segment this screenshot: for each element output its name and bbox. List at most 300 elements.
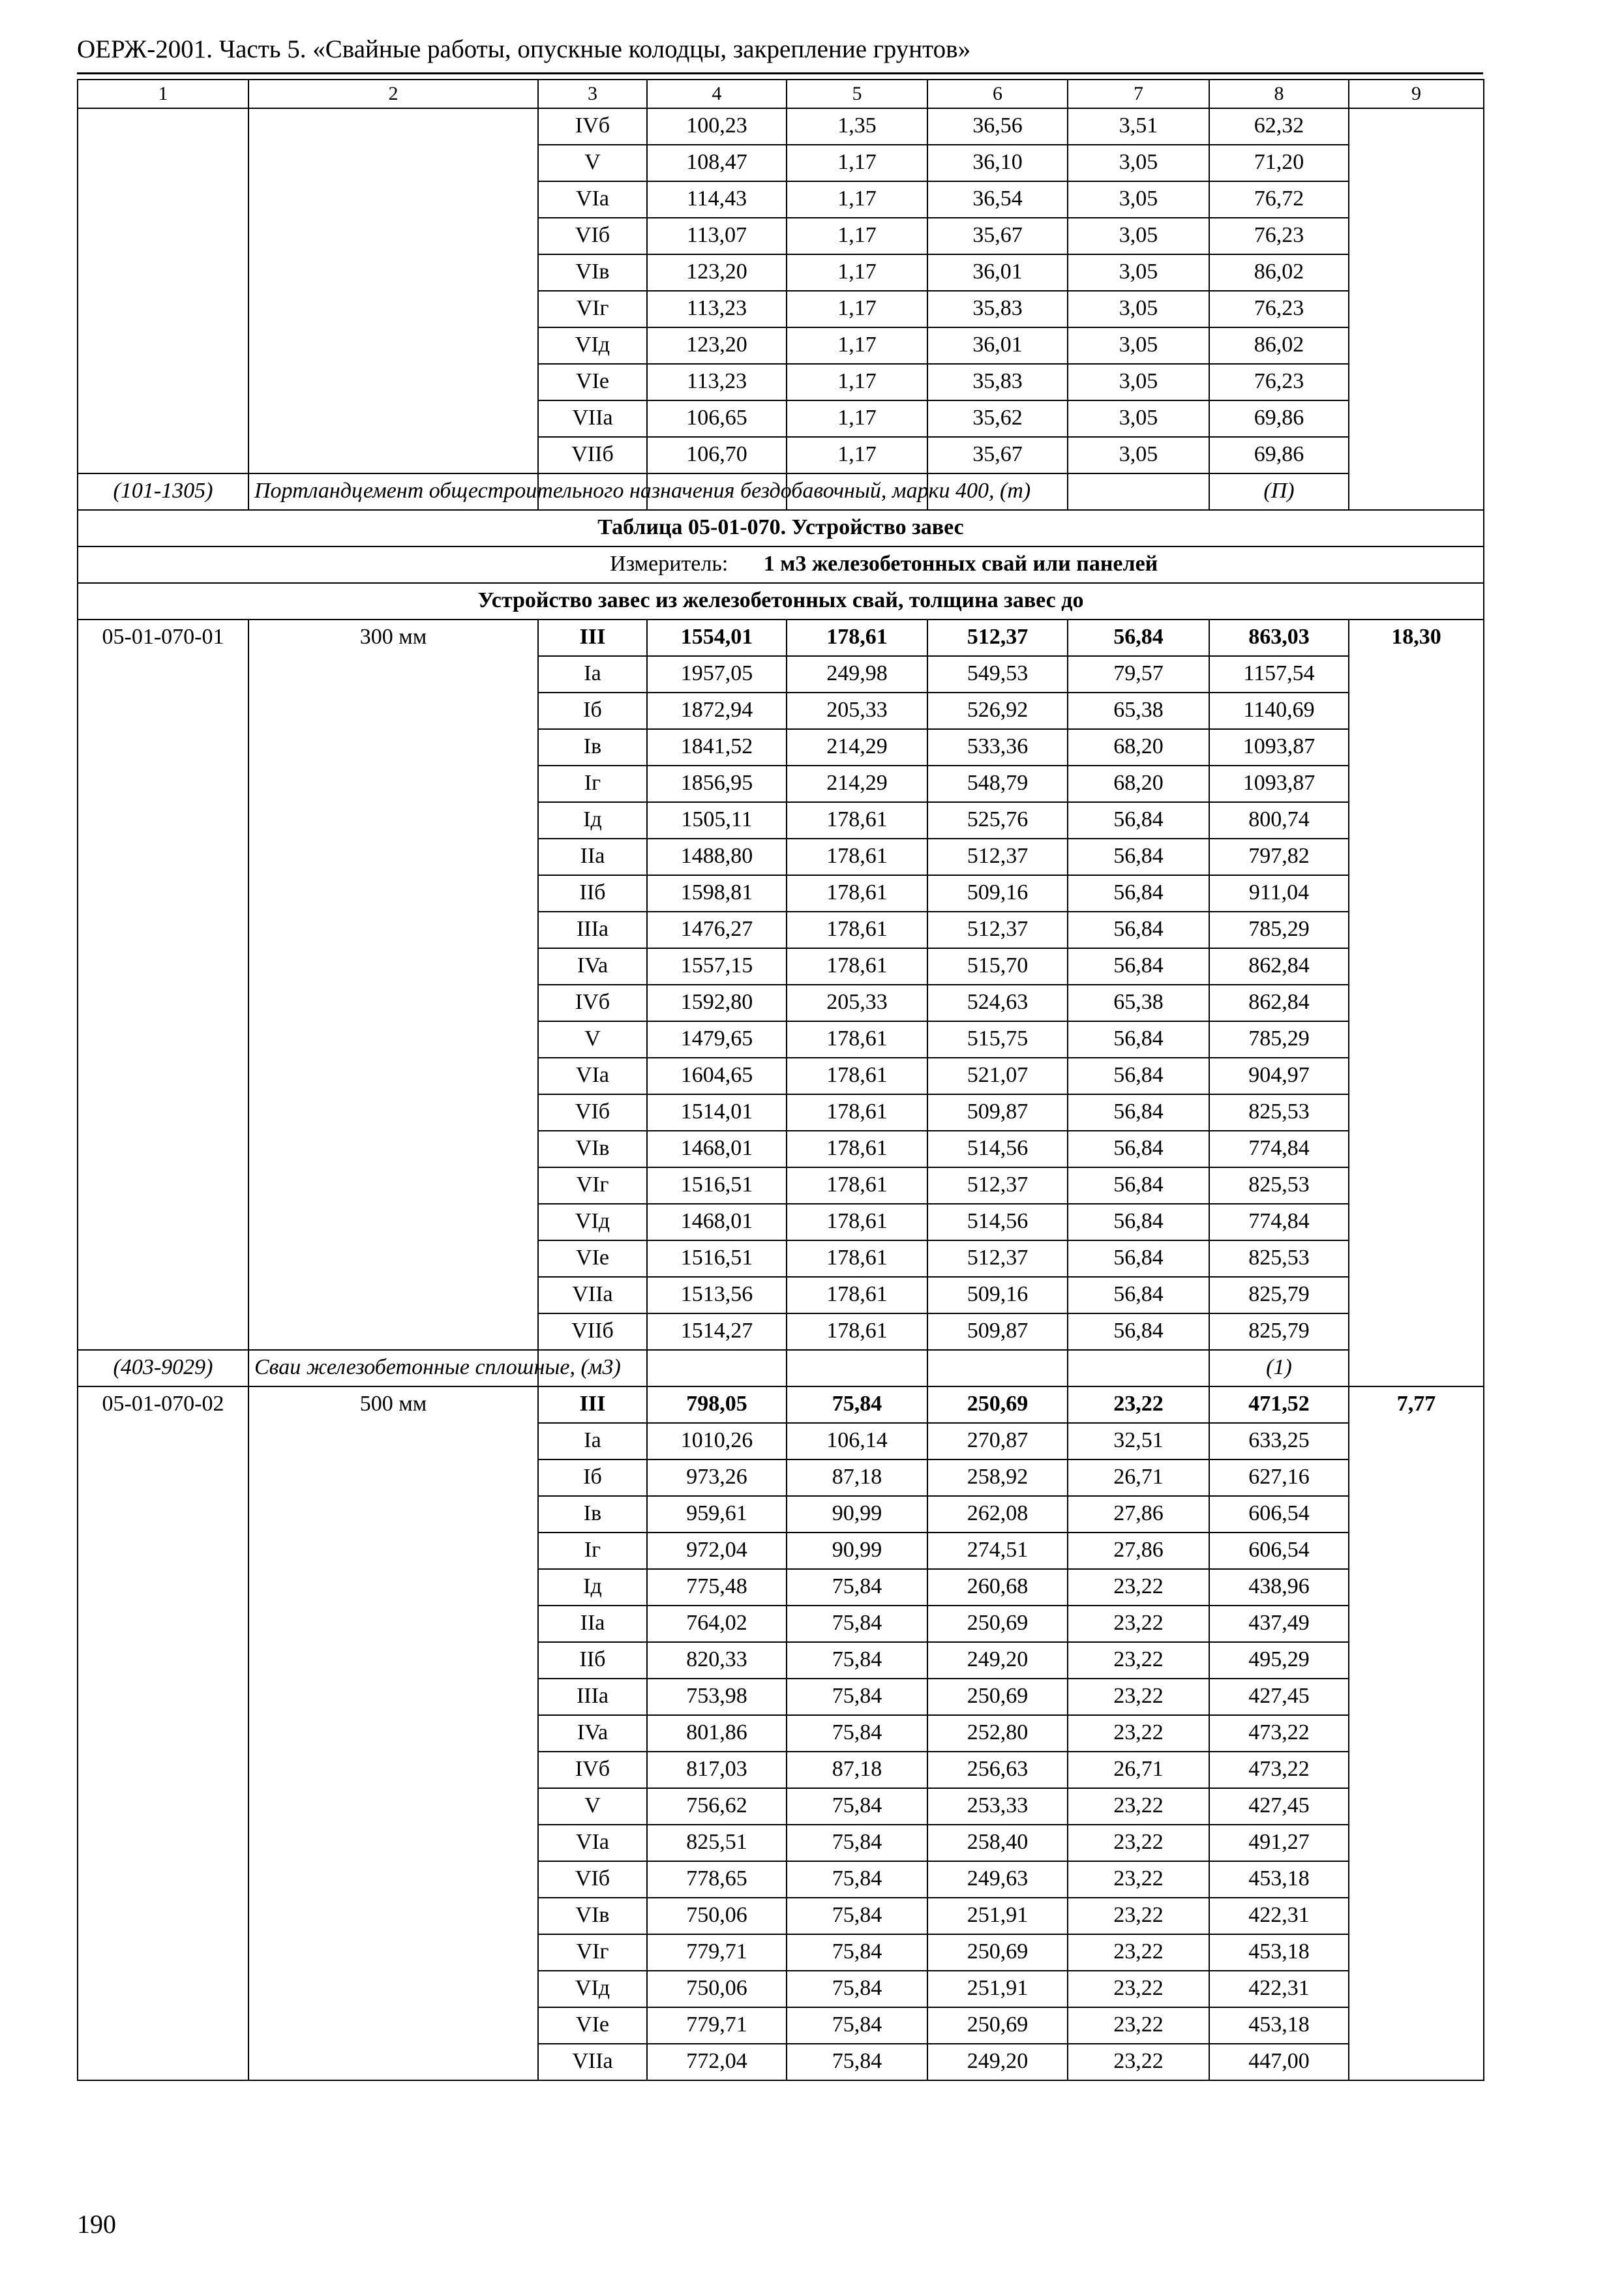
rate-value: 1,17 [787,145,927,181]
rate-value: 800,74 [1209,802,1349,839]
rate-value: 56,84 [1068,1058,1209,1094]
zone-code: VIIб [538,437,647,473]
zone-code: IIIa [538,1679,647,1715]
rate-row [78,108,1484,145]
labor-cost [1349,108,1484,510]
column-number: 7 [1068,80,1209,108]
rate-value: 76,72 [1209,181,1349,218]
rate-value: 23,22 [1068,2044,1209,2080]
zone-code: Ia [538,1423,647,1459]
rate-value: 606,54 [1209,1533,1349,1569]
empty-cell [787,1350,927,1386]
rate-value: 113,23 [647,364,787,400]
rate-value: 1841,52 [647,729,787,766]
empty-cell [647,1350,787,1386]
zone-code: VIв [538,1898,647,1934]
rate-value: 71,20 [1209,145,1349,181]
zone-code: Iг [538,766,647,802]
rate-value: 27,86 [1068,1533,1209,1569]
rate-value: 205,33 [787,985,927,1021]
column-number: 9 [1349,80,1484,108]
rate-value: 256,63 [927,1752,1068,1788]
rate-row [78,620,1484,656]
rate-value: 3,05 [1068,145,1209,181]
rate-value: 491,27 [1209,1825,1349,1861]
page-number: 190 [77,2209,116,2239]
zone-code: Iд [538,802,647,839]
rate-value: 75,84 [787,1861,927,1898]
rate-value: 774,84 [1209,1204,1349,1240]
rate-value: 251,91 [927,1971,1068,2007]
rate-value: 86,02 [1209,327,1349,364]
rate-value: 1,17 [787,181,927,218]
rate-value: 113,23 [647,291,787,327]
zone-code: VIe [538,364,647,400]
rate-value: 797,82 [1209,839,1349,875]
rate-value: 509,16 [927,1277,1068,1313]
rate-value: 973,26 [647,1459,787,1496]
rate-value: 35,67 [927,218,1068,254]
rate-name: 500 мм [248,1386,538,2080]
rate-value: 178,61 [787,1094,927,1131]
rate-value: 959,61 [647,1496,787,1533]
rate-value: 27,86 [1068,1496,1209,1533]
rate-value: 1,17 [787,254,927,291]
zone-code: IVб [538,1752,647,1788]
rate-value: 178,61 [787,1277,927,1313]
zone-code: Iд [538,1569,647,1606]
rate-value: 1093,87 [1209,729,1349,766]
rate-value: 75,84 [787,1386,927,1423]
rate-value: 1,35 [787,108,927,145]
rate-value: 1093,87 [1209,766,1349,802]
zone-code: Iб [538,1459,647,1496]
rate-value: 1,17 [787,437,927,473]
rate-value: 56,84 [1068,912,1209,948]
rate-value: 56,84 [1068,1277,1209,1313]
rate-value: 1557,15 [647,948,787,985]
rate-value: 178,61 [787,1131,927,1167]
rate-value: 1514,01 [647,1094,787,1131]
rate-value: 3,05 [1068,181,1209,218]
rate-value: 249,63 [927,1861,1068,1898]
rate-value: 75,84 [787,1715,927,1752]
rate-value: 1514,27 [647,1313,787,1350]
zone-code: VIб [538,1861,647,1898]
measure-row [78,546,1484,583]
rate-value: 1513,56 [647,1277,787,1313]
labor-cost: 18,30 [1349,620,1484,1386]
rate-value: 178,61 [787,802,927,839]
rate-value: 785,29 [1209,1021,1349,1058]
rate-value: 23,22 [1068,1679,1209,1715]
rate-value: 23,22 [1068,1606,1209,1642]
rate-value: 764,02 [647,1606,787,1642]
resource-value: (1) [1209,1350,1349,1386]
rate-value: 515,70 [927,948,1068,985]
rate-value: 447,00 [1209,2044,1349,2080]
rate-value: 56,84 [1068,1240,1209,1277]
rate-value: 512,37 [927,912,1068,948]
rate-value: 250,69 [927,1934,1068,1971]
rate-value: 251,91 [927,1898,1068,1934]
rate-value: 1140,69 [1209,693,1349,729]
rate-value: 525,76 [927,802,1068,839]
table-title: Таблица 05-01-070. Устройство завес [78,510,1484,546]
resource-name: Сваи железобетонные сплошные, (м3) [248,1350,538,1386]
rate-value: 509,87 [927,1313,1068,1350]
rate-value: 26,71 [1068,1752,1209,1788]
rate-value: 100,23 [647,108,787,145]
rate-value: 249,20 [927,1642,1068,1679]
rate-value: 87,18 [787,1459,927,1496]
zone-code: IIб [538,1642,647,1679]
rate-value: 3,05 [1068,400,1209,437]
rate-value: 75,84 [787,1971,927,2007]
resource-value: (П) [1209,473,1349,510]
rate-value: 1010,26 [647,1423,787,1459]
column-number: 1 [78,80,248,108]
rate-value: 825,53 [1209,1094,1349,1131]
rate-value: 23,22 [1068,1788,1209,1825]
rate-value: 35,83 [927,291,1068,327]
rate-value: 606,54 [1209,1496,1349,1533]
rate-value: 1604,65 [647,1058,787,1094]
rate-value: 56,84 [1068,620,1209,656]
rate-value: 23,22 [1068,1898,1209,1934]
rate-value: 76,23 [1209,364,1349,400]
zone-code: Ia [538,656,647,693]
rate-value: 56,84 [1068,1204,1209,1240]
rate-value: 863,03 [1209,620,1349,656]
zone-code: VIд [538,1971,647,2007]
rate-value: 26,71 [1068,1459,1209,1496]
rate-value: 75,84 [787,2007,927,2044]
rate-value: 35,83 [927,364,1068,400]
rate-value: 250,69 [927,1679,1068,1715]
rate-value: 36,01 [927,254,1068,291]
rate-value: 798,05 [647,1386,787,1423]
zone-code: VIe [538,2007,647,2044]
rate-value: 178,61 [787,1021,927,1058]
rate-value: 23,22 [1068,1861,1209,1898]
rate-value: 65,38 [1068,985,1209,1021]
rate-value: 756,62 [647,1788,787,1825]
resource-row [78,473,1484,510]
rate-value: 65,38 [1068,693,1209,729]
rate-value: 62,32 [1209,108,1349,145]
rate-value: 825,53 [1209,1167,1349,1204]
resource-code: (403-9029) [78,1350,248,1386]
rate-value: 106,14 [787,1423,927,1459]
rate-value: 471,52 [1209,1386,1349,1423]
rate-value: 90,99 [787,1533,927,1569]
rate-value: 56,84 [1068,875,1209,912]
rate-value: 515,75 [927,1021,1068,1058]
zone-code: VIг [538,1167,647,1204]
rate-value: 825,53 [1209,1240,1349,1277]
zone-code: III [538,620,647,656]
rate-value: 1476,27 [647,912,787,948]
rate-value: 250,69 [927,1386,1068,1423]
empty-cell [1068,473,1209,510]
zone-code: IIa [538,1606,647,1642]
rate-value: 3,05 [1068,291,1209,327]
rate-value: 825,79 [1209,1277,1349,1313]
zone-code: IIб [538,875,647,912]
rate-value: 56,84 [1068,1131,1209,1167]
rate-value: 772,04 [647,2044,787,2080]
rate-value: 1468,01 [647,1204,787,1240]
rate-value: 825,79 [1209,1313,1349,1350]
rate-value: 779,71 [647,2007,787,2044]
rate-value: 250,69 [927,1606,1068,1642]
rate-value: 32,51 [1068,1423,1209,1459]
rates-table [77,79,1484,2081]
rate-value: 3,05 [1068,327,1209,364]
rate-value: 1,17 [787,327,927,364]
rate-value: 911,04 [1209,875,1349,912]
rate-value: 258,40 [927,1825,1068,1861]
rate-value: 23,22 [1068,1386,1209,1423]
rate-value: 56,84 [1068,802,1209,839]
rate-value: 453,18 [1209,1861,1349,1898]
resource-code: (101-1305) [78,473,248,510]
rate-value: 23,22 [1068,1825,1209,1861]
rate-value: 972,04 [647,1533,787,1569]
rate-value: 68,20 [1068,766,1209,802]
zone-code: VIв [538,1131,647,1167]
zone-code: VIa [538,1058,647,1094]
zone-code: III [538,1386,647,1423]
rate-value: 56,84 [1068,948,1209,985]
rate-value: 1598,81 [647,875,787,912]
rate-value: 1516,51 [647,1167,787,1204]
header-rule [77,72,1483,74]
zone-code: IVa [538,1715,647,1752]
rate-value: 1,17 [787,218,927,254]
table-title-row [78,510,1484,546]
zone-code: V [538,1788,647,1825]
measure-label: Измеритель: [610,552,729,576]
column-number: 5 [787,80,927,108]
rate-value: 75,84 [787,1788,927,1825]
rate-value: 113,07 [647,218,787,254]
zone-code: Iв [538,1496,647,1533]
rate-value: 1479,65 [647,1021,787,1058]
rate-value: 178,61 [787,839,927,875]
zone-code: Iг [538,1533,647,1569]
rate-value: 453,18 [1209,1934,1349,1971]
resource-name: Портландцемент общестроительного назначения бездобавочный, марки 400, (т) [248,473,538,510]
rate-code [78,108,248,473]
rate-value: 1592,80 [647,985,787,1021]
rate-value: 422,31 [1209,1898,1349,1934]
zone-code: VIe [538,1240,647,1277]
rate-value: 36,54 [927,181,1068,218]
rate-value: 23,22 [1068,2007,1209,2044]
rate-value: 75,84 [787,1679,927,1715]
rate-value: 785,29 [1209,912,1349,948]
rate-value: 75,84 [787,1825,927,1861]
rate-value: 69,86 [1209,437,1349,473]
rate-value: 249,98 [787,656,927,693]
rate-value: 123,20 [647,254,787,291]
rate-value: 862,84 [1209,948,1349,985]
rate-value: 106,70 [647,437,787,473]
rate-value: 438,96 [1209,1569,1349,1606]
rate-value: 75,84 [787,1569,927,1606]
rate-value: 3,05 [1068,437,1209,473]
rate-value: 178,61 [787,875,927,912]
rate-value: 1957,05 [647,656,787,693]
rate-value: 56,84 [1068,1167,1209,1204]
rate-value: 1157,54 [1209,656,1349,693]
rate-value: 262,08 [927,1496,1068,1533]
rate-value: 548,79 [927,766,1068,802]
rate-value: 108,47 [647,145,787,181]
zone-code: VIIб [538,1313,647,1350]
rate-value: 633,25 [1209,1423,1349,1459]
rate-value: 862,84 [1209,985,1349,1021]
rate-value: 473,22 [1209,1752,1349,1788]
column-number: 4 [647,80,787,108]
rate-value: 23,22 [1068,1642,1209,1679]
rate-value: 69,86 [1209,400,1349,437]
rate-value: 178,61 [787,1058,927,1094]
zone-code: IIIa [538,912,647,948]
rate-value: 3,05 [1068,364,1209,400]
rate-value: 512,37 [927,1240,1068,1277]
rate-value: 75,84 [787,1606,927,1642]
rate-value: 56,84 [1068,1021,1209,1058]
rate-value: 23,22 [1068,1569,1209,1606]
rate-value: 68,20 [1068,729,1209,766]
rate-value: 35,67 [927,437,1068,473]
measure-value: 1 м3 железобетонных свай или панелей [763,552,1158,576]
empty-cell [927,1350,1068,1386]
rate-value: 512,37 [927,839,1068,875]
rate-value: 512,37 [927,1167,1068,1204]
column-number: 3 [538,80,647,108]
rate-value: 178,61 [787,620,927,656]
rate-code: 05-01-070-01 [78,620,248,1350]
rate-value: 453,18 [1209,2007,1349,2044]
rate-value: 514,56 [927,1131,1068,1167]
rate-value: 495,29 [1209,1642,1349,1679]
zone-code: V [538,1021,647,1058]
rate-value: 779,71 [647,1934,787,1971]
rate-value: 775,48 [647,1569,787,1606]
rate-value: 627,16 [1209,1459,1349,1496]
rate-value: 123,20 [647,327,787,364]
rate-value: 178,61 [787,1240,927,1277]
rate-value: 1872,94 [647,693,787,729]
zone-code: VIIa [538,1277,647,1313]
rate-value: 774,84 [1209,1131,1349,1167]
rate-value: 1,17 [787,400,927,437]
rate-value: 437,49 [1209,1606,1349,1642]
rate-value: 1,17 [787,291,927,327]
rate-value: 1468,01 [647,1131,787,1167]
empty-cell [1068,1350,1209,1386]
rate-value: 56,84 [1068,839,1209,875]
subsection-row [78,583,1484,620]
rate-value: 76,23 [1209,218,1349,254]
rate-code: 05-01-070-02 [78,1386,248,2080]
rate-value: 56,84 [1068,1313,1209,1350]
rate-value: 1505,11 [647,802,787,839]
rate-value: 512,37 [927,620,1068,656]
rate-value: 178,61 [787,948,927,985]
rate-value: 820,33 [647,1642,787,1679]
rate-value: 509,16 [927,875,1068,912]
rate-value: 533,36 [927,729,1068,766]
rate-value: 1856,95 [647,766,787,802]
rate-value: 106,65 [647,400,787,437]
zone-code: VIб [538,218,647,254]
rate-value: 114,43 [647,181,787,218]
rate-value: 75,84 [787,1642,927,1679]
rate-value: 1554,01 [647,620,787,656]
rate-value: 509,87 [927,1094,1068,1131]
column-number: 8 [1209,80,1349,108]
rate-value: 178,61 [787,912,927,948]
rate-value: 258,92 [927,1459,1068,1496]
rate-value: 270,87 [927,1423,1068,1459]
subsection-title: Устройство завес из железобетонных свай, толщина завес до [78,583,1484,620]
rates-table-body [78,80,1484,2080]
zone-code: IVб [538,985,647,1021]
rate-value: 253,33 [927,1788,1068,1825]
zone-code: IVa [538,948,647,985]
rate-row [78,1386,1484,1423]
zone-code: VIг [538,291,647,327]
rate-value: 87,18 [787,1752,927,1788]
rate-value: 514,56 [927,1204,1068,1240]
zone-code: VIв [538,254,647,291]
rate-value: 79,57 [1068,656,1209,693]
rate-value: 427,45 [1209,1679,1349,1715]
rate-value: 56,84 [1068,1094,1209,1131]
zone-code: IVб [538,108,647,145]
rate-value: 801,86 [647,1715,787,1752]
column-number: 2 [248,80,538,108]
measure-cell [78,546,1484,583]
rate-value: 1516,51 [647,1240,787,1277]
rate-value: 36,01 [927,327,1068,364]
rate-value: 422,31 [1209,1971,1349,2007]
rate-value: 250,69 [927,2007,1068,2044]
zone-code: VIб [538,1094,647,1131]
zone-code: VIг [538,1934,647,1971]
column-number-row [78,80,1484,108]
rate-value: 35,62 [927,400,1068,437]
rate-value: 274,51 [927,1533,1068,1569]
rate-value: 524,63 [927,985,1068,1021]
rate-value: 178,61 [787,1167,927,1204]
rate-value: 825,51 [647,1825,787,1861]
zone-code: VIa [538,1825,647,1861]
resource-row [78,1350,1484,1386]
rate-value: 526,92 [927,693,1068,729]
rate-value: 3,05 [1068,254,1209,291]
rate-value: 3,05 [1068,218,1209,254]
zone-code: Iв [538,729,647,766]
zone-code: VIд [538,1204,647,1240]
rate-value: 36,10 [927,145,1068,181]
rate-value: 549,53 [927,656,1068,693]
